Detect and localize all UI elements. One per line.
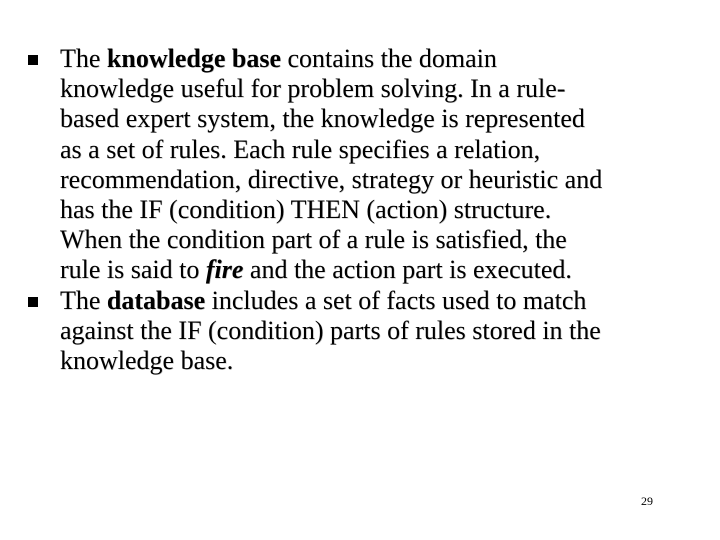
text-line: When the condition part of a rule is satisfied, the: [60, 225, 567, 255]
bullet-database: [24, 286, 704, 377]
square-bullet-icon: [28, 297, 38, 307]
text-line: [60, 286, 704, 316]
bullet-list: [24, 44, 704, 376]
term-database: database: [106, 285, 206, 315]
text-line: against the IF (condition) parts of rules stored in the: [60, 315, 601, 345]
bullet-knowledge-base: [24, 44, 704, 286]
text-span: includes a set of facts used to match: [205, 285, 587, 315]
text-line: [60, 255, 704, 285]
square-bullet-icon: [28, 55, 38, 65]
text-span: and the action part is executed.: [243, 255, 572, 285]
text-line: recommendation, directive, strategy or heuristic and: [60, 164, 603, 194]
page-number: 29: [641, 494, 653, 508]
text-line: based expert system, the knowledge is represented: [60, 104, 585, 134]
text-line: knowledge base.: [60, 346, 234, 376]
text-span: The: [60, 44, 107, 73]
text-span: The: [60, 285, 107, 315]
term-knowledge-base: knowledge base: [106, 44, 281, 73]
text-line: [60, 44, 704, 74]
text-span: rule is said to: [60, 255, 206, 285]
term-fire: fire: [205, 255, 244, 285]
text-line: has the IF (condition) THEN (action) structure.: [60, 195, 552, 225]
text-span: contains the domain: [281, 44, 497, 73]
text-line: knowledge useful for problem solving. In a rule-: [60, 74, 566, 104]
text-line: as a set of rules. Each rule specifies a relation,: [60, 134, 541, 164]
